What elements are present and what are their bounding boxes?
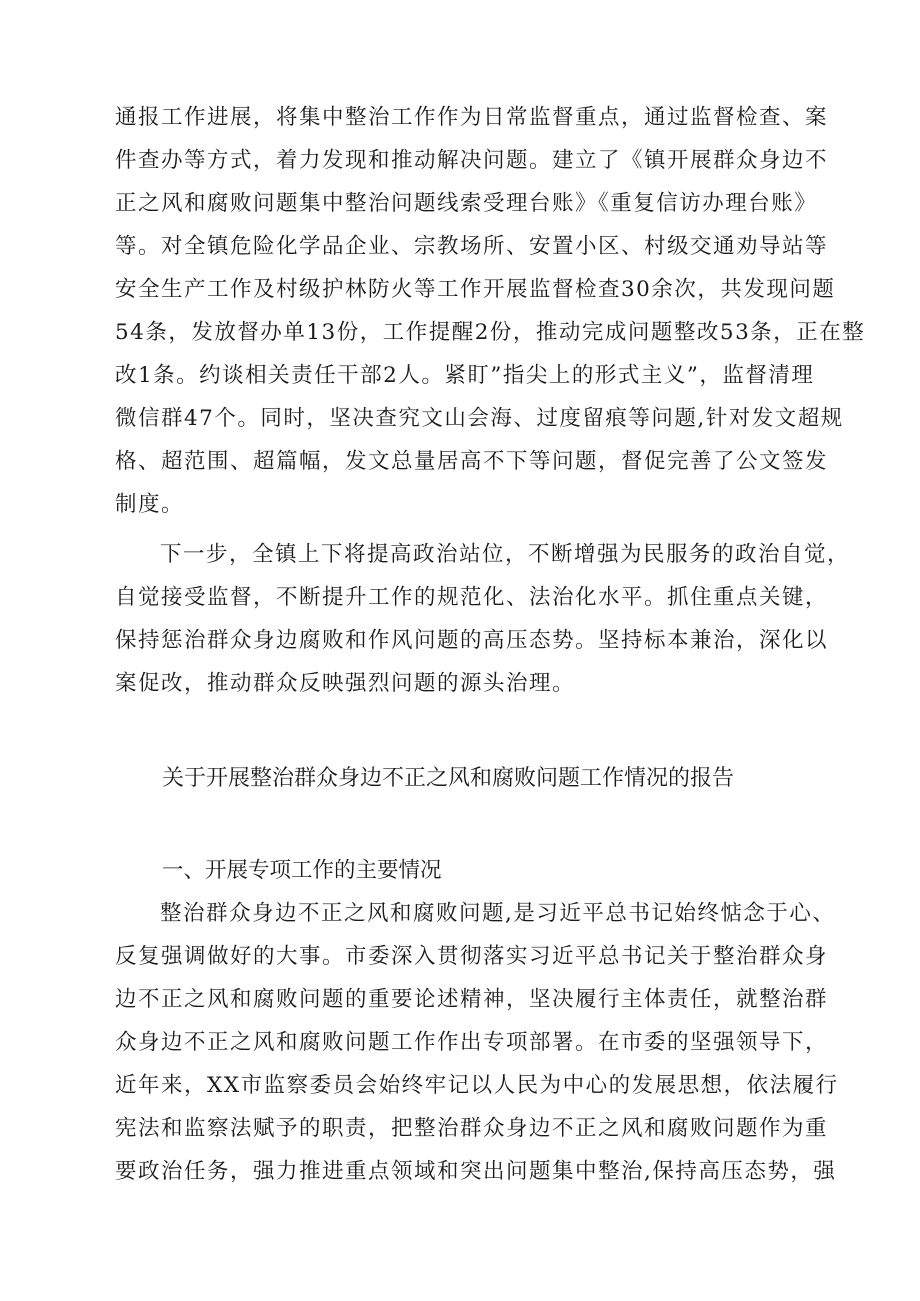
paragraph-line: 54条，发放督办单13份，工作提醒2份，推动完成问题整改53条，正在整	[115, 320, 866, 345]
paragraph-line: 下一步，全镇上下将提高政治站位，不断增强为民服务的政治自觉，	[160, 542, 851, 567]
paragraph-line: 通报工作进展，将集中整治工作作为日常监督重点，通过监督检查、案	[115, 105, 829, 130]
paragraph-line: 近年来，XX市监察委员会始终牢记以人民为中心的发展思想，依法履行	[115, 1073, 839, 1098]
paragraph-line: 宪法和监察法赋予的职责，把整治群众身边不正之风和腐败问题作为重	[115, 1116, 829, 1141]
paragraph-line: 案促改，推动群众反映强烈问题的源头治理。	[115, 671, 576, 696]
paragraph-line: 自觉接受监督，不断提升工作的规范化、法治化水平。抓住重点关键，	[115, 585, 829, 610]
paragraph-line: 改1条。约谈相关责任干部2人。紧盯”指尖上的形式主义”，监督清理	[115, 363, 815, 388]
paragraph-line: 众身边不正之风和腐败问题工作作出专项部署。在市委的坚强领导下，	[115, 1030, 829, 1055]
paragraph-line: 等。对全镇危险化学品企业、宗教场所、安置小区、村级交通劝导站等	[115, 234, 829, 259]
paragraph-line: 安全生产工作及村级护林防火等工作开展监督检查30余次，共发现问题	[115, 277, 836, 302]
paragraph-line: 边不正之风和腐败问题的重要论述精神，坚决履行主体责任，就整治群	[115, 987, 829, 1012]
paragraph-line: 正之风和腐败问题集中整治问题线索受理台账》《重复信访办理台账》	[115, 191, 818, 216]
paragraph-line: 制度。	[115, 492, 185, 517]
paragraph-line: 反复强调做好的大事。市委深入贯彻落实习近平总书记关于整治群众身	[115, 944, 829, 969]
paragraph-line: 格、超范围、超篇幅，发文总量居高不下等问题，督促完善了公文签发	[115, 449, 829, 474]
paragraph-line: 保持惩治群众身边腐败和作风问题的高压态势。坚持标本兼治，深化以	[115, 628, 829, 653]
paragraph-line: 整治群众身边不正之风和腐败问题,是习近平总书记始终惦念于心、	[160, 901, 836, 926]
section-heading: 一、开展专项工作的主要情况	[162, 858, 442, 883]
paragraph-line: 微信群47个。同时，坚决查究文山会海、过度留痕等问题,针对发文超规	[115, 406, 844, 431]
paragraph-line: 要政治任务，强力推进重点领域和突出问题集中整治,保持高压态势，强	[115, 1159, 837, 1184]
report-title: 关于开展整治群众身边不正之风和腐败问题工作情况的报告	[162, 766, 735, 791]
paragraph-line: 件查办等方式，着力发现和推动解决问题。建立了《镇开展群众身边不	[115, 148, 829, 173]
